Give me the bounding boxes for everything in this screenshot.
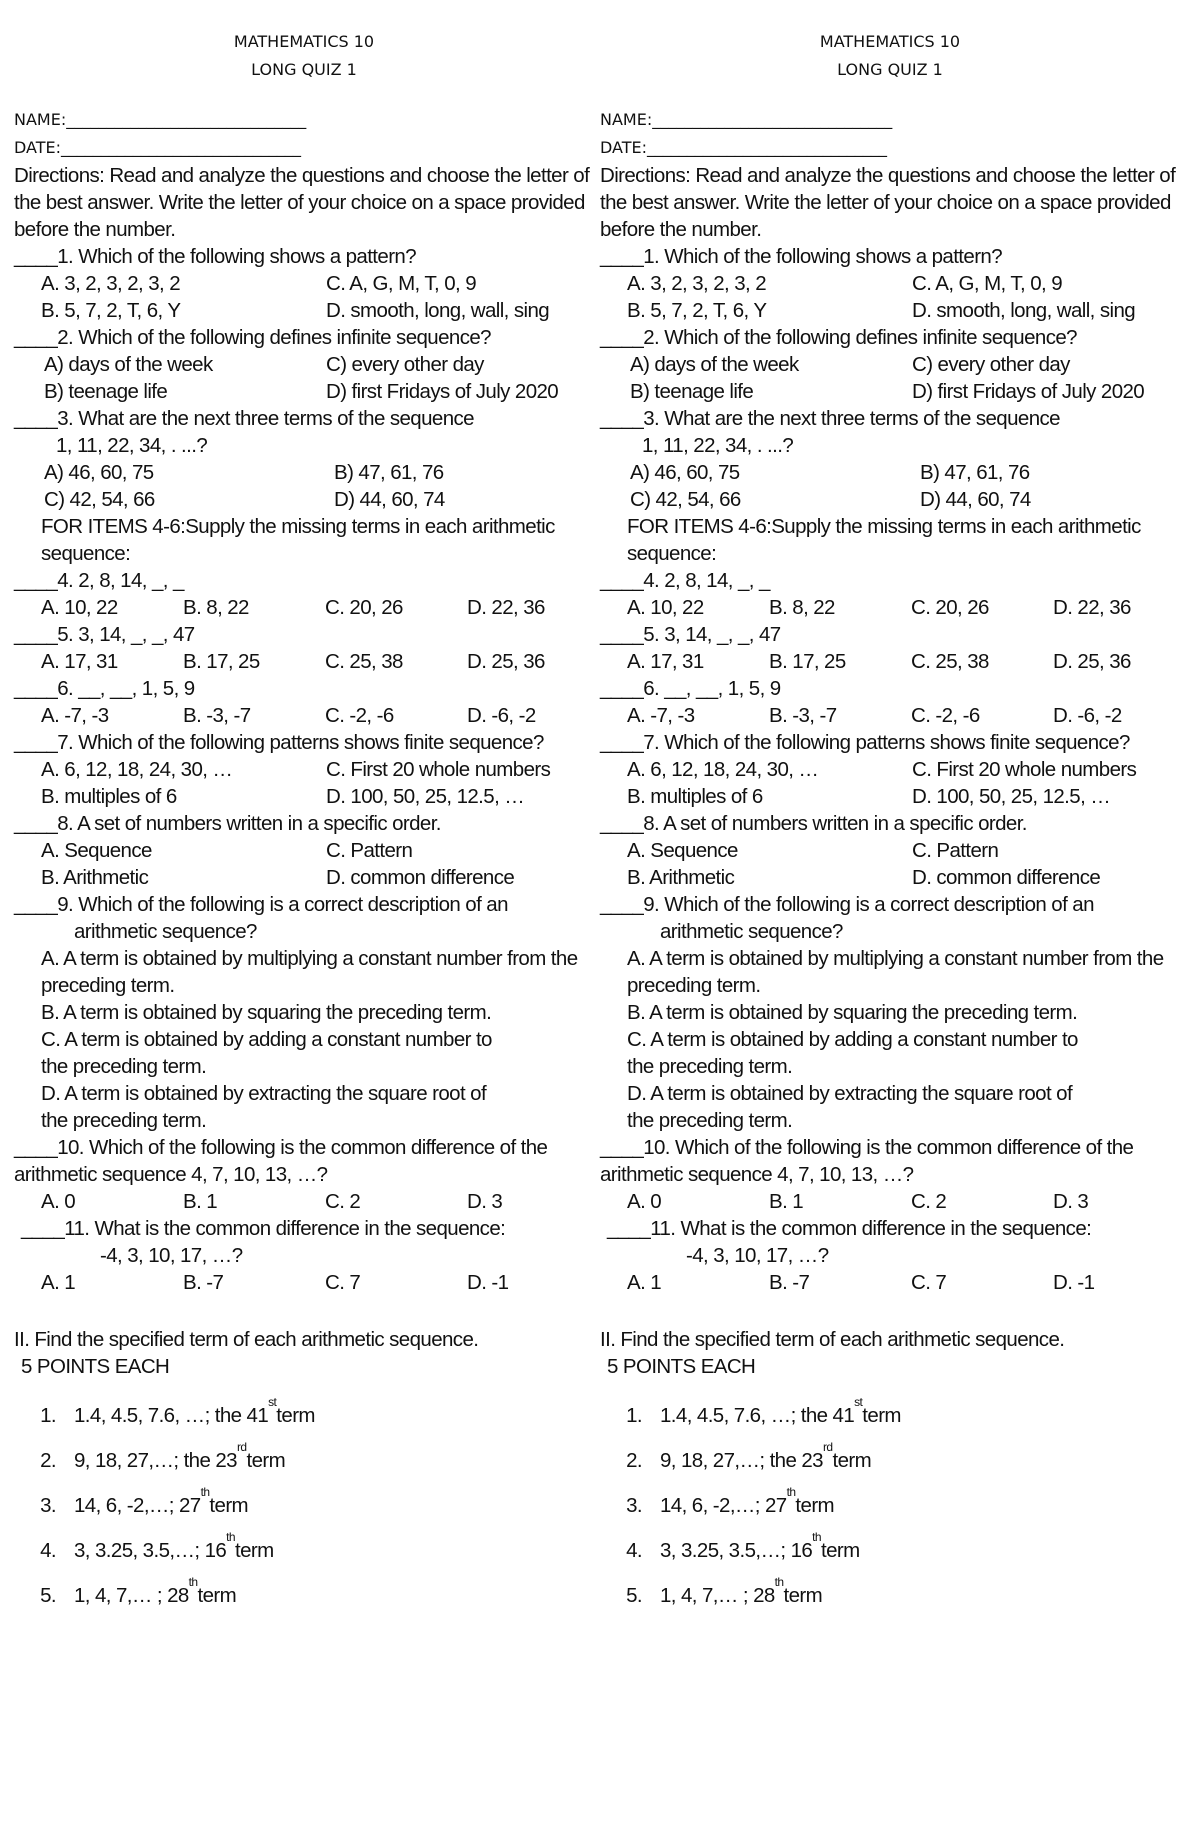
choice-9a: A. A term is obtained by multiplying a constant number from the preceding term. bbox=[41, 947, 578, 997]
choice-9c: C. A term is obtained by adding a constant number to the preceding term. bbox=[627, 1028, 1078, 1078]
question-3: ____3. What are the next three terms of the sequence bbox=[600, 407, 1060, 430]
choice-6d: D. -6, -2 bbox=[467, 704, 536, 727]
choice-7b: B. multiples of 6 bbox=[41, 785, 177, 808]
directions-text: Directions: Read and analyze the questions and choose the letter of the best answer. Write the letter of your choice on a space provided before the number. bbox=[14, 164, 590, 241]
part2-title: II. Find the specified term of each arithmetic sequence. bbox=[14, 1328, 479, 1351]
choice-10a: A. 0 bbox=[41, 1190, 76, 1213]
choice-11a: A. 1 bbox=[627, 1271, 662, 1294]
choice-11c: C. 7 bbox=[325, 1271, 361, 1294]
choice-11c: C. 7 bbox=[911, 1271, 947, 1294]
choice-1a: A. 3, 2, 3, 2, 3, 2 bbox=[41, 272, 181, 295]
choice-2d: D) first Fridays of July 2020 bbox=[326, 380, 559, 403]
question-2: ____2. Which of the following defines infinite sequence? bbox=[600, 326, 1077, 349]
choice-7a: A. 6, 12, 18, 24, 30, … bbox=[41, 758, 233, 781]
choice-5d: D. 25, 36 bbox=[467, 650, 545, 673]
list-item: 5. 1, 4, 7,… ; 28 th term bbox=[40, 1575, 237, 1607]
choice-6b: B. -3, -7 bbox=[769, 704, 837, 727]
choice-1a: A. 3, 2, 3, 2, 3, 2 bbox=[627, 272, 767, 295]
choice-8a: A. Sequence bbox=[41, 839, 152, 862]
items-4-6-instruction: FOR ITEMS 4-6:Supply the missing terms in each arithmetic sequence: bbox=[41, 515, 555, 565]
items-4-6-instruction: FOR ITEMS 4-6:Supply the missing terms in each arithmetic sequence: bbox=[627, 515, 1141, 565]
choice-10b: B. 1 bbox=[769, 1190, 804, 1213]
choice-9b: B. A term is obtained by squaring the preceding term. bbox=[627, 1001, 1078, 1024]
choice-8a: A. Sequence bbox=[627, 839, 738, 862]
question-11: ____11. What is the common difference in the sequence: bbox=[21, 1217, 506, 1240]
choice-2c: C) every other day bbox=[912, 353, 1070, 376]
subject-title: MATHEMATICS 10 bbox=[233, 32, 375, 51]
choice-3a: A) 46, 60, 75 bbox=[44, 461, 154, 484]
choice-6a: A. -7, -3 bbox=[41, 704, 109, 727]
choice-6d: D. -6, -2 bbox=[1053, 704, 1122, 727]
choice-9a: A. A term is obtained by multiplying a constant number from the preceding term. bbox=[627, 947, 1164, 997]
question-9: ____9. Which of the following is a correct description of an bbox=[14, 893, 508, 916]
choice-7a: A. 6, 12, 18, 24, 30, … bbox=[627, 758, 819, 781]
question-11: ____11. What is the common difference in the sequence: bbox=[607, 1217, 1092, 1240]
question-5: ____5. 3, 14, _, _, 47 bbox=[600, 623, 781, 646]
choice-7d: D. 100, 50, 25, 12.5, … bbox=[326, 785, 525, 808]
choice-2a: A) days of the week bbox=[44, 353, 213, 376]
choice-5b: B. 17, 25 bbox=[769, 650, 846, 673]
question-8: ____8. A set of numbers written in a specific order. bbox=[14, 812, 441, 835]
choice-4d: D. 22, 36 bbox=[467, 596, 545, 619]
question-9: ____9. Which of the following is a correct description of an bbox=[600, 893, 1094, 916]
choice-9c: C. A term is obtained by adding a constant number to the preceding term. bbox=[41, 1028, 492, 1078]
choice-4c: C. 20, 26 bbox=[325, 596, 403, 619]
list-item: 4. 3, 3.25, 3.5,…; 16 th term bbox=[40, 1530, 274, 1562]
choice-5c: C. 25, 38 bbox=[325, 650, 403, 673]
question-6: ____6. __, __, 1, 5, 9 bbox=[14, 677, 195, 700]
choice-8b: B. Arithmetic bbox=[41, 866, 149, 889]
date-field[interactable]: DATE:______________________________ bbox=[600, 138, 888, 157]
choice-10c: C. 2 bbox=[911, 1190, 947, 1213]
choice-4c: C. 20, 26 bbox=[911, 596, 989, 619]
list-item: 5. 1, 4, 7,… ; 28 th term bbox=[626, 1575, 823, 1607]
question-4: ____4. 2, 8, 14, _, _ bbox=[14, 569, 184, 592]
list-item: 1. 1.4, 4.5, 7.6, …; the 41 st term bbox=[626, 1395, 901, 1427]
choice-1d: D. smooth, long, wall, sing bbox=[326, 299, 550, 322]
choice-6c: C. -2, -6 bbox=[325, 704, 394, 727]
question-6: ____6. __, __, 1, 5, 9 bbox=[600, 677, 781, 700]
question-3-sequence: 1, 11, 22, 34, . ...? bbox=[642, 434, 794, 457]
choice-8d: D. common difference bbox=[326, 866, 515, 889]
choice-1d: D. smooth, long, wall, sing bbox=[912, 299, 1136, 322]
part2-points: 5 POINTS EACH bbox=[607, 1355, 756, 1378]
choice-8b: B. Arithmetic bbox=[627, 866, 735, 889]
choice-6b: B. -3, -7 bbox=[183, 704, 251, 727]
quiz-title: LONG QUIZ 1 bbox=[251, 60, 357, 79]
choice-5a: A. 17, 31 bbox=[41, 650, 118, 673]
choice-5b: B. 17, 25 bbox=[183, 650, 260, 673]
question-11-sequence: -4, 3, 10, 17, …? bbox=[100, 1244, 243, 1267]
list-item: 1. 1.4, 4.5, 7.6, …; the 41 st term bbox=[40, 1395, 315, 1427]
choice-11a: A. 1 bbox=[41, 1271, 76, 1294]
choice-4b: B. 8, 22 bbox=[183, 596, 249, 619]
choice-8c: C. Pattern bbox=[326, 839, 413, 862]
choice-10c: C. 2 bbox=[325, 1190, 361, 1213]
choice-6c: C. -2, -6 bbox=[911, 704, 980, 727]
question-3: ____3. What are the next three terms of the sequence bbox=[14, 407, 474, 430]
choice-8d: D. common difference bbox=[912, 866, 1101, 889]
question-1: ____1. Which of the following shows a pattern? bbox=[600, 245, 1003, 268]
part2-points: 5 POINTS EACH bbox=[21, 1355, 170, 1378]
question-5: ____5. 3, 14, _, _, 47 bbox=[14, 623, 195, 646]
choice-11b: B. -7 bbox=[183, 1271, 224, 1294]
choice-11d: D. -1 bbox=[467, 1271, 509, 1294]
choice-9b: B. A term is obtained by squaring the preceding term. bbox=[41, 1001, 492, 1024]
choice-4a: A. 10, 22 bbox=[627, 596, 704, 619]
choice-7c: C. First 20 whole numbers bbox=[912, 758, 1137, 781]
question-9-line2: arithmetic sequence? bbox=[74, 920, 257, 943]
choice-4b: B. 8, 22 bbox=[769, 596, 835, 619]
choice-7b: B. multiples of 6 bbox=[627, 785, 763, 808]
list-item: 2. 9, 18, 27,…; the 23 rd term bbox=[626, 1440, 872, 1472]
list-item: 2. 9, 18, 27,…; the 23 rd term bbox=[40, 1440, 286, 1472]
choice-5d: D. 25, 36 bbox=[1053, 650, 1131, 673]
choice-3b: B) 47, 61, 76 bbox=[334, 461, 444, 484]
choice-1c: C. A, G, M, T, 0, 9 bbox=[326, 272, 476, 295]
date-field[interactable]: DATE:______________________________ bbox=[14, 138, 302, 157]
choice-8c: C. Pattern bbox=[912, 839, 999, 862]
choice-10d: D. 3 bbox=[467, 1190, 503, 1213]
question-1: ____1. Which of the following shows a pattern? bbox=[14, 245, 417, 268]
subject-title: MATHEMATICS 10 bbox=[819, 32, 961, 51]
quiz-title: LONG QUIZ 1 bbox=[837, 60, 943, 79]
name-field[interactable]: NAME:______________________________ bbox=[600, 110, 893, 129]
choice-2a: A) days of the week bbox=[630, 353, 799, 376]
choice-10b: B. 1 bbox=[183, 1190, 218, 1213]
choice-4a: A. 10, 22 bbox=[41, 596, 118, 619]
choice-10d: D. 3 bbox=[1053, 1190, 1089, 1213]
question-3-sequence: 1, 11, 22, 34, . ...? bbox=[56, 434, 208, 457]
quiz-copy-right bbox=[600, 28, 1185, 1627]
question-9-line2: arithmetic sequence? bbox=[660, 920, 843, 943]
choice-7d: D. 100, 50, 25, 12.5, … bbox=[912, 785, 1111, 808]
choice-11b: B. -7 bbox=[769, 1271, 810, 1294]
choice-3a: A) 46, 60, 75 bbox=[630, 461, 740, 484]
choice-3b: B) 47, 61, 76 bbox=[920, 461, 1030, 484]
question-10: ____10. Which of the following is the common difference of the arithmetic sequence 4, 7, 10, 13, …? bbox=[600, 1136, 1134, 1186]
part2-list bbox=[14, 1395, 599, 1627]
part2-list bbox=[600, 1395, 1185, 1627]
choice-9d: D. A term is obtained by extracting the square root of the preceding term. bbox=[627, 1082, 1073, 1132]
directions-text: Directions: Read and analyze the questions and choose the letter of the best answer. Write the letter of your choice on a space provided before the number. bbox=[600, 164, 1176, 241]
question-10: ____10. Which of the following is the common difference of the arithmetic sequence 4, 7, 10, 13, …? bbox=[14, 1136, 548, 1186]
choice-1c: C. A, G, M, T, 0, 9 bbox=[912, 272, 1062, 295]
choice-2d: D) first Fridays of July 2020 bbox=[912, 380, 1145, 403]
question-2: ____2. Which of the following defines infinite sequence? bbox=[14, 326, 491, 349]
question-7: ____7. Which of the following patterns shows finite sequence? bbox=[600, 731, 1130, 754]
choice-4d: D. 22, 36 bbox=[1053, 596, 1131, 619]
list-item: 3. 14, 6, -2,…; 27 th term bbox=[40, 1485, 249, 1517]
choice-3d: D) 44, 60, 74 bbox=[334, 488, 445, 511]
choice-2b: B) teenage life bbox=[630, 380, 754, 403]
list-item: 3. 14, 6, -2,…; 27 th term bbox=[626, 1485, 835, 1517]
choice-11d: D. -1 bbox=[1053, 1271, 1095, 1294]
choice-6a: A. -7, -3 bbox=[627, 704, 695, 727]
choice-3c: C) 42, 54, 66 bbox=[44, 488, 155, 511]
quiz-copy-left bbox=[14, 28, 599, 1627]
question-7: ____7. Which of the following patterns shows finite sequence? bbox=[14, 731, 544, 754]
choice-1b: B. 5, 7, 2, T, 6, Y bbox=[627, 299, 767, 322]
list-item: 4. 3, 3.25, 3.5,…; 16 th term bbox=[626, 1530, 860, 1562]
question-4: ____4. 2, 8, 14, _, _ bbox=[600, 569, 770, 592]
choice-10a: A. 0 bbox=[627, 1190, 662, 1213]
choice-9d: D. A term is obtained by extracting the square root of the preceding term. bbox=[41, 1082, 487, 1132]
part2-title: II. Find the specified term of each arithmetic sequence. bbox=[600, 1328, 1065, 1351]
choice-3c: C) 42, 54, 66 bbox=[630, 488, 741, 511]
choice-2c: C) every other day bbox=[326, 353, 484, 376]
choice-5a: A. 17, 31 bbox=[627, 650, 704, 673]
question-11-sequence: -4, 3, 10, 17, …? bbox=[686, 1244, 829, 1267]
name-field[interactable]: NAME:______________________________ bbox=[14, 110, 307, 129]
choice-1b: B. 5, 7, 2, T, 6, Y bbox=[41, 299, 181, 322]
choice-7c: C. First 20 whole numbers bbox=[326, 758, 551, 781]
choice-3d: D) 44, 60, 74 bbox=[920, 488, 1031, 511]
question-8: ____8. A set of numbers written in a specific order. bbox=[600, 812, 1027, 835]
choice-2b: B) teenage life bbox=[44, 380, 168, 403]
choice-5c: C. 25, 38 bbox=[911, 650, 989, 673]
